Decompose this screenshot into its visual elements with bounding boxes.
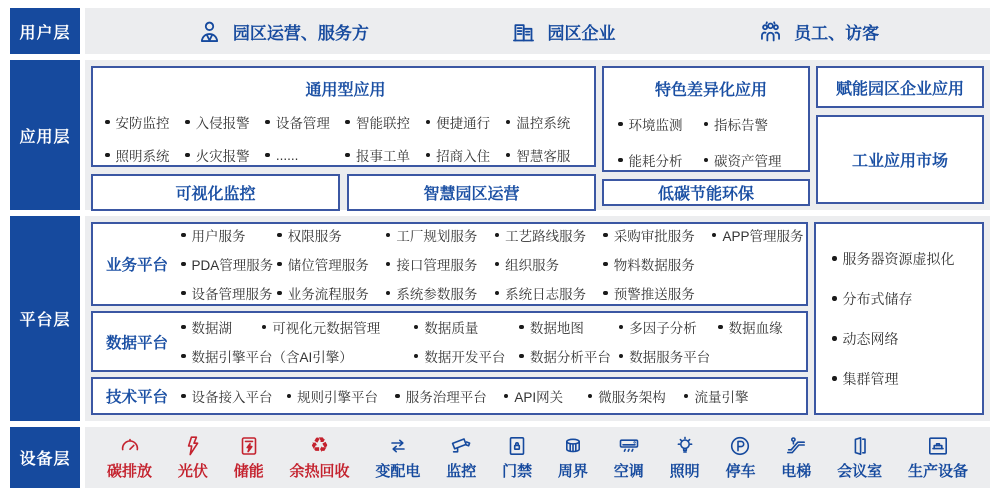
list-item: 数据开发平台 [414,346,520,366]
platform-layer-label: 平台层 [10,216,80,421]
list-item: ...... [265,145,345,165]
device-item-monitoring: 监控 [446,434,476,481]
featured-apps-column [602,66,810,204]
list-item: 权限服务 [277,225,386,245]
list-item: 接口管理服务 [386,254,495,274]
general-apps-column [91,66,596,204]
business-platform-title: 业务平台 [105,257,168,275]
list-item: 照明系统 [105,145,185,165]
data-platform-services [181,317,806,366]
device-item-parking: 停车 [725,434,755,481]
list-item: 系统日志服务 [495,283,604,303]
strip-visual-monitoring: 可视化监控 [91,174,340,211]
user-group-label: 员工、访客 [794,23,880,43]
device-item-carbon: 碳排放 [107,434,152,481]
list-item: 动态网络 [832,329,982,349]
industrial-app-market-box: 工业应用市场 [816,115,984,204]
tech-platform-services [181,386,806,406]
infrastructure-box [814,222,984,415]
list-item: 数据质量 [414,317,520,337]
list-item: 数据分析平台 [519,346,618,366]
list-item: 业务流程服务 [277,283,386,303]
list-item: 可视化元数据管理 [262,317,414,337]
list-item: 流量引擎 [684,386,759,406]
light-bulb-icon [673,434,697,458]
user-group-label: 园区运营、服务方 [232,23,369,43]
app-strips-row [91,174,596,211]
list-item: 采购审批服务 [603,225,712,245]
tech-platform-box [91,377,808,415]
meeting-room-icon [848,434,872,458]
door-lock-icon [505,434,529,458]
list-item: 指标告警 [704,114,804,134]
list-item: 储位管理服务 [277,254,386,274]
list-item: 安防监控 [105,112,185,132]
featured-apps-list [618,114,804,170]
enterprise-apps-column [816,66,984,204]
list-item: 服务治理平台 [395,386,504,406]
business-services-row [181,225,802,245]
list-item: 设备管理 [265,112,345,132]
list-item: 组织服务 [495,254,604,274]
list-item: 数据血缘 [718,317,799,337]
user-layer-body [85,8,990,54]
list-item: 环境监测 [618,114,704,134]
parking-icon [728,434,752,458]
user-group-enterprise [510,18,615,45]
device-layer-row [10,427,990,488]
general-apps-box [91,66,596,167]
user-group-label: 园区企业 [547,23,616,43]
featured-apps-box [602,66,810,172]
device-item-perimeter: 周界 [558,434,588,481]
exchange-arrows-icon [386,434,410,458]
list-item: 便捷通行 [426,112,506,132]
list-item: 入侵报警 [185,112,265,132]
device-item-hvac: 空调 [614,434,644,481]
empower-enterprise-apps-box: 赋能园区企业应用 [816,66,984,108]
air-conditioner-icon [617,434,641,458]
list-item: 数据地图 [519,317,618,337]
list-item: 工艺路线服务 [495,225,604,245]
user-group-staff-visitors [757,18,879,45]
list-item: 用户服务 [181,225,277,245]
battery-icon [237,434,261,458]
general-apps-title: 通用型应用 [305,82,386,99]
list-item: 服务器资源虚拟化 [832,249,982,269]
bolt-icon [181,434,205,458]
platform-layer-body [85,216,990,421]
list-item: 智能联控 [345,112,425,132]
list-item: API网关 [504,386,588,406]
device-layer-body [85,427,990,488]
business-services-row [181,254,802,274]
list-item: 设备管理服务 [181,283,277,303]
escalator-icon [784,434,808,458]
device-item-meeting-room: 会议室 [837,434,882,481]
data-platform-title: 数据平台 [105,334,168,352]
platform-layer-row [10,216,990,421]
list-item: 微服务架构 [588,386,684,406]
device-item-heat-recovery: ♻ 余热回收 [289,434,350,480]
device-layer-label: 设备层 [10,427,80,488]
list-item: 分布式储存 [832,289,982,309]
device-item-access: 门禁 [502,434,532,481]
application-layer-body [85,60,990,210]
strip-low-carbon: 低碳节能环保 [602,179,810,206]
application-layer-label: 应用层 [10,60,80,210]
strip-smart-park-operation: 智慧园区运营 [347,174,596,211]
production-icon [926,434,950,458]
list-item: 设备接入平台 [181,386,287,406]
list-item: 集群管理 [832,369,982,389]
business-platform-box [91,222,808,306]
list-item: 报事工单 [345,145,425,165]
list-item: 物料数据服务 [603,254,712,274]
data-services-row [181,346,802,366]
data-platform-box [91,311,808,372]
list-item: 数据湖 [181,317,262,337]
user-group-operator [196,18,369,45]
platform-boxes-column [91,222,808,415]
perimeter-icon [561,434,585,458]
cctv-icon [449,434,473,458]
list-item: 智慧客服 [506,145,586,165]
user-layer-label: 用户层 [10,8,80,54]
recycle-icon: ♻ [310,434,329,457]
list-item: 温控系统 [506,112,586,132]
device-item-elevator: 电梯 [781,434,811,481]
list-item: 预警推送服务 [603,283,712,303]
list-item: 火灾报警 [185,145,265,165]
data-services-row [181,317,802,337]
device-item-power: 变配电 [375,434,420,481]
list-item: 系统参数服务 [386,283,495,303]
device-item-production: 生产设备 [908,434,968,481]
business-platform-services [181,225,806,303]
device-item-storage: 储能 [234,434,264,481]
business-services-row [181,283,802,303]
user-layer-row [10,8,990,54]
list-item: PDA管理服务 [181,254,277,274]
list-item: APP管理服务 [712,225,799,245]
building-icon [510,18,537,45]
list-item: 工厂规划服务 [386,225,495,245]
application-layer-row [10,60,990,210]
list-item: 数据引擎平台（含AI引擎） [181,346,414,366]
list-item: 规则引擎平台 [287,386,396,406]
operator-icon [196,18,223,45]
general-apps-list [105,112,586,165]
list-item: 多因子分析 [619,317,718,337]
device-item-lighting: 照明 [670,434,700,481]
gauge-icon [118,434,142,458]
list-item: 能耗分析 [618,150,704,170]
list-item: 数据服务平台 [619,346,718,366]
list-item: 碳资产管理 [704,150,804,170]
device-item-pv: 光伏 [178,434,208,481]
featured-apps-title: 特色差异化应用 [654,82,767,99]
list-item: 招商入住 [426,145,506,165]
tech-platform-title: 技术平台 [105,389,168,407]
people-icon [757,18,784,45]
